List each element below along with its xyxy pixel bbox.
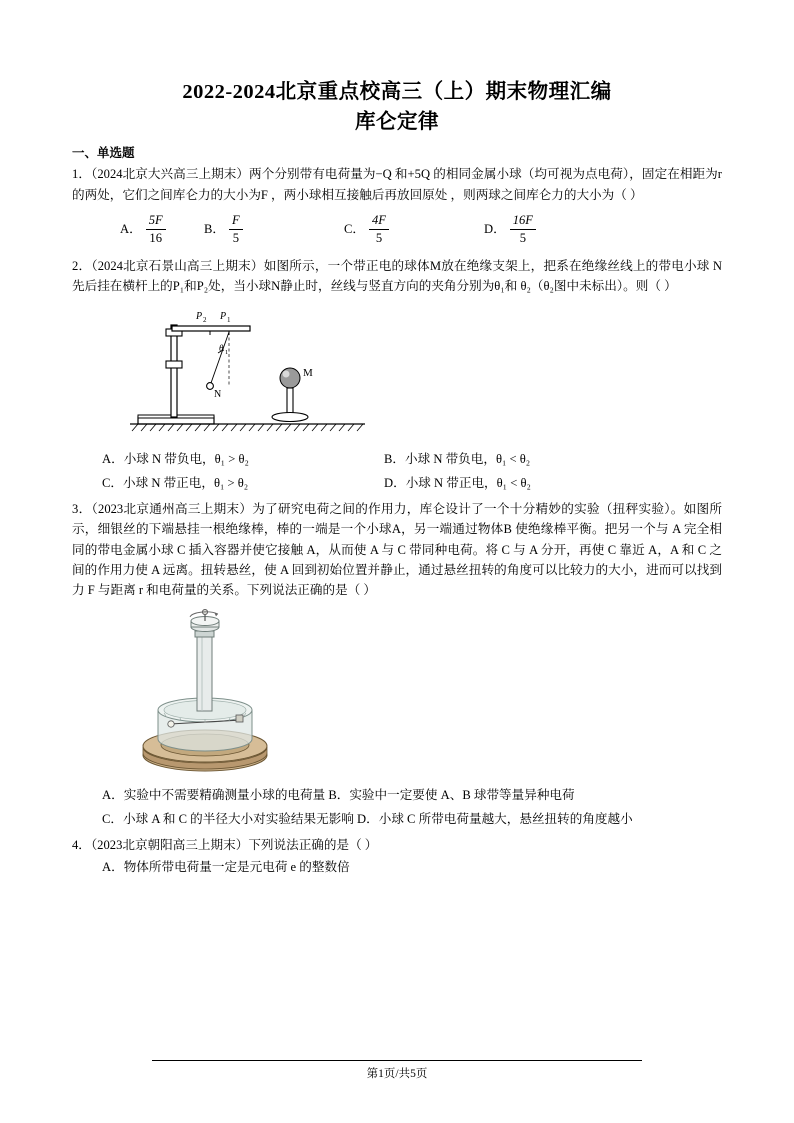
question-4-choice-a[interactable]: A．物体所带电荷量一定是元电荷 e 的整数倍	[102, 860, 350, 875]
option-b-denominator: 5	[232, 231, 239, 246]
question-4	[72, 835, 722, 880]
figure-label-theta: θ	[219, 342, 224, 353]
question-3-source: （2023北京通州高三上期末）	[91, 501, 253, 516]
question-1-body: 两个分别带有电荷量为−Q 和+5Q 的相同金属小球（均可视为点电荷），固定在相距为r 的两处，它们之间库仑力的大小为F ，两小球相互接触后再放回原处 ，则两球之间库仑力的大小为（ ）	[72, 167, 722, 202]
option-c-fraction	[369, 213, 389, 246]
figure-label-p2: P	[196, 310, 203, 322]
question-3-figure	[72, 607, 722, 779]
question-4-body: 下列说法正确的是（ ）	[248, 837, 378, 852]
option-d-numerator: 16F	[510, 213, 536, 230]
option-d-label: D．	[484, 221, 506, 236]
figure-label-theta-sub: 1	[225, 348, 229, 356]
question-2-choice-b[interactable]: B．小球 N 带负电，θ₁ < θ₂	[384, 451, 531, 466]
option-b-fraction	[229, 213, 243, 246]
option-c-denominator: 5	[375, 231, 383, 246]
question-2	[72, 256, 722, 496]
question-2-choices-row-2	[72, 471, 722, 496]
question-3-body: 为了研究电荷之间的作用力，库仑设计了一个十分精妙的实验（扭秤实验）。如图所示，细银丝的下端悬挂一根绝缘棒，棒的一端是一个小球A，另一端通过物体B 使绝缘棒平衡。把另一个与 A 完全相同的带电金属小球 C 插入容器并使它接触 A，从而使 A 与 C 带同种电荷。将 C 与 A 分开，再使 C 靠近 A，A 和 C 之间的作用力使 A 远离。扭转悬丝，使 A 回到初始位置并静止，通过悬丝扭转的角度可以比较力的大小，进而可以找到力 F 与距离 r 和电荷量的关系。下列说法正确的是（ ）	[72, 501, 723, 598]
question-1-text	[72, 164, 722, 205]
question-1-source: （2024北京大兴高三上期末）	[91, 167, 250, 182]
option-b-numerator: F	[229, 213, 243, 230]
bar-stand-with-hanging-ball-and-sphere-icon	[110, 303, 385, 443]
option-a-label: A．	[120, 221, 142, 236]
question-3-choices-row-1[interactable]: A．实验中不需要精确测量小球的电荷量 B．实验中一定要使 A、B 球带等量异种电荷	[102, 787, 575, 802]
question-2-choice-c[interactable]: C．小球 N 带正电，θ₁ > θ₂	[102, 476, 249, 491]
option-d[interactable]	[484, 213, 536, 246]
figure-label-p1-sub: 1	[227, 315, 231, 324]
question-1-options	[72, 213, 722, 246]
section-heading: 一、单选题	[72, 146, 135, 161]
question-2-choice-a[interactable]: A．小球 N 带负电，θ₁ > θ₂	[102, 451, 249, 466]
question-2-source: （2024北京石景山高三上期末）	[91, 258, 264, 273]
question-4-number: 4．	[72, 837, 91, 852]
question-2-choice-d[interactable]: D．小球 N 带正电，θ₁ < θ₂	[384, 476, 531, 491]
page-title: 2022-2024北京重点校高三（上）期末物理汇编	[182, 81, 612, 103]
question-1-number: 1．	[72, 167, 91, 182]
page-footer: 第1页/共5页	[366, 1068, 428, 1080]
question-3-text	[72, 499, 722, 601]
question-2-number: 2．	[72, 258, 92, 273]
question-2-body: 如图所示，一个带正电的球体M放在绝缘支架上，把系在绝缘丝线上的带电小球 N先后挂在横杆上的P₁和P₂处，当小球N静止时，丝线与竖直方向的夹角分别为θ₁和 θ₂（θ₂图中未标出）。则（ ）	[72, 258, 723, 294]
option-c-label: C．	[344, 221, 365, 236]
question-2-choices-row-1	[72, 447, 722, 472]
option-a-numerator: 5F	[146, 213, 166, 230]
option-d-fraction	[510, 213, 536, 246]
coulomb-torsion-balance-icon	[110, 607, 310, 779]
option-a-denominator: 16	[149, 231, 162, 246]
option-b[interactable]	[204, 213, 344, 246]
question-1	[72, 164, 722, 246]
option-c[interactable]	[344, 213, 484, 246]
figure-label-m: M	[303, 366, 313, 379]
question-2-figure	[72, 303, 722, 443]
figure-label-p2-sub: 2	[203, 315, 207, 324]
question-4-text	[72, 835, 722, 855]
question-2-text	[72, 256, 722, 297]
option-b-label: B．	[204, 221, 225, 236]
question-4-source: （2023北京朝阳高三上期末）	[90, 837, 249, 852]
footer-divider	[152, 1060, 642, 1061]
page-subtitle: 库仑定律	[355, 110, 439, 133]
option-d-denominator: 5	[519, 231, 526, 246]
figure-label-n: N	[214, 388, 222, 400]
question-3	[72, 499, 722, 832]
question-3-number: 3．	[72, 501, 92, 516]
option-c-numerator: 4F	[369, 213, 389, 230]
question-3-choices-row-2[interactable]: C．小球 A 和 C 的半径大小对实验结果无影响 D．小球 C 所带电荷量越大，悬丝扭转的角度越小	[102, 812, 633, 827]
option-a[interactable]	[72, 213, 204, 246]
figure-label-p1: P	[220, 310, 227, 322]
option-a-fraction	[146, 213, 166, 246]
